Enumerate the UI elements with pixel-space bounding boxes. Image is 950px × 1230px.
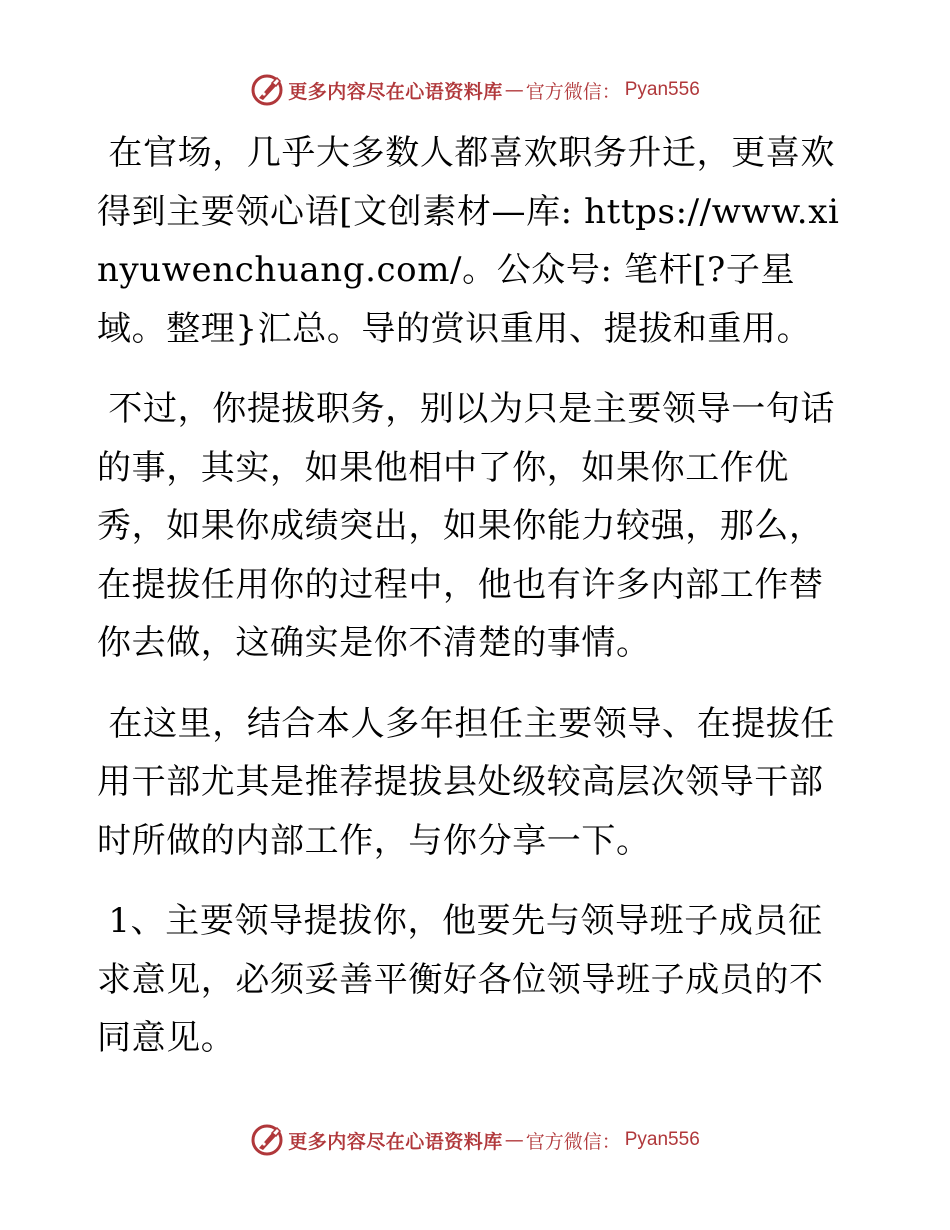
- banner-wechat-id: Pyan556: [624, 1129, 700, 1150]
- banner-separator: —: [504, 1129, 524, 1151]
- paragraph-2: 不过，你提拔职务，别以为只是主要领导一句话的事，其实，如果他相中了你，如果你工作优秀，如果你成绩突出，如果你能力较强，那么，在提拔任用你的过程中，他也有许多内部工作替你去做，这确实是你不清楚的事情。: [97, 389, 836, 663]
- paragraph-3: 在这里，结合本人多年担任主要领导、在提拔任用干部尤其是推荐提拔县处级较高层次领导干部时所做的内部工作，与你分享一下。: [97, 703, 836, 861]
- banner-separator: —: [504, 79, 524, 101]
- footer-banner: [0, 1120, 950, 1160]
- paragraph-1: 在官场，几乎大多数人都喜欢职务升迁，更喜欢得到主要领心语[文创素材—库: https://www.xinyuwenchuang.com/。公众号: 笔杆[?子星域。整理}汇总。导的赏识重用、提拔和重用。: [97, 133, 840, 349]
- banner-wechat-label: 官方微信：: [525, 1130, 621, 1153]
- banner-text: 更多内容尽在心语资料库: [288, 1130, 503, 1153]
- banner-wechat-id: Pyan556: [624, 79, 700, 100]
- banner-wechat-label: 官方微信：: [525, 80, 621, 103]
- header-banner: [0, 70, 950, 110]
- pen-nib-circle-icon: [250, 73, 284, 107]
- document-body: [97, 124, 857, 1090]
- banner-text: 更多内容尽在心语资料库: [288, 80, 503, 103]
- pen-nib-circle-icon: [250, 1123, 284, 1157]
- paragraph-4: 1、主要领导提拔你，他要先与领导班子成员征求意见，必须妥善平衡好各位领导班子成员的不同意见。: [97, 901, 824, 1058]
